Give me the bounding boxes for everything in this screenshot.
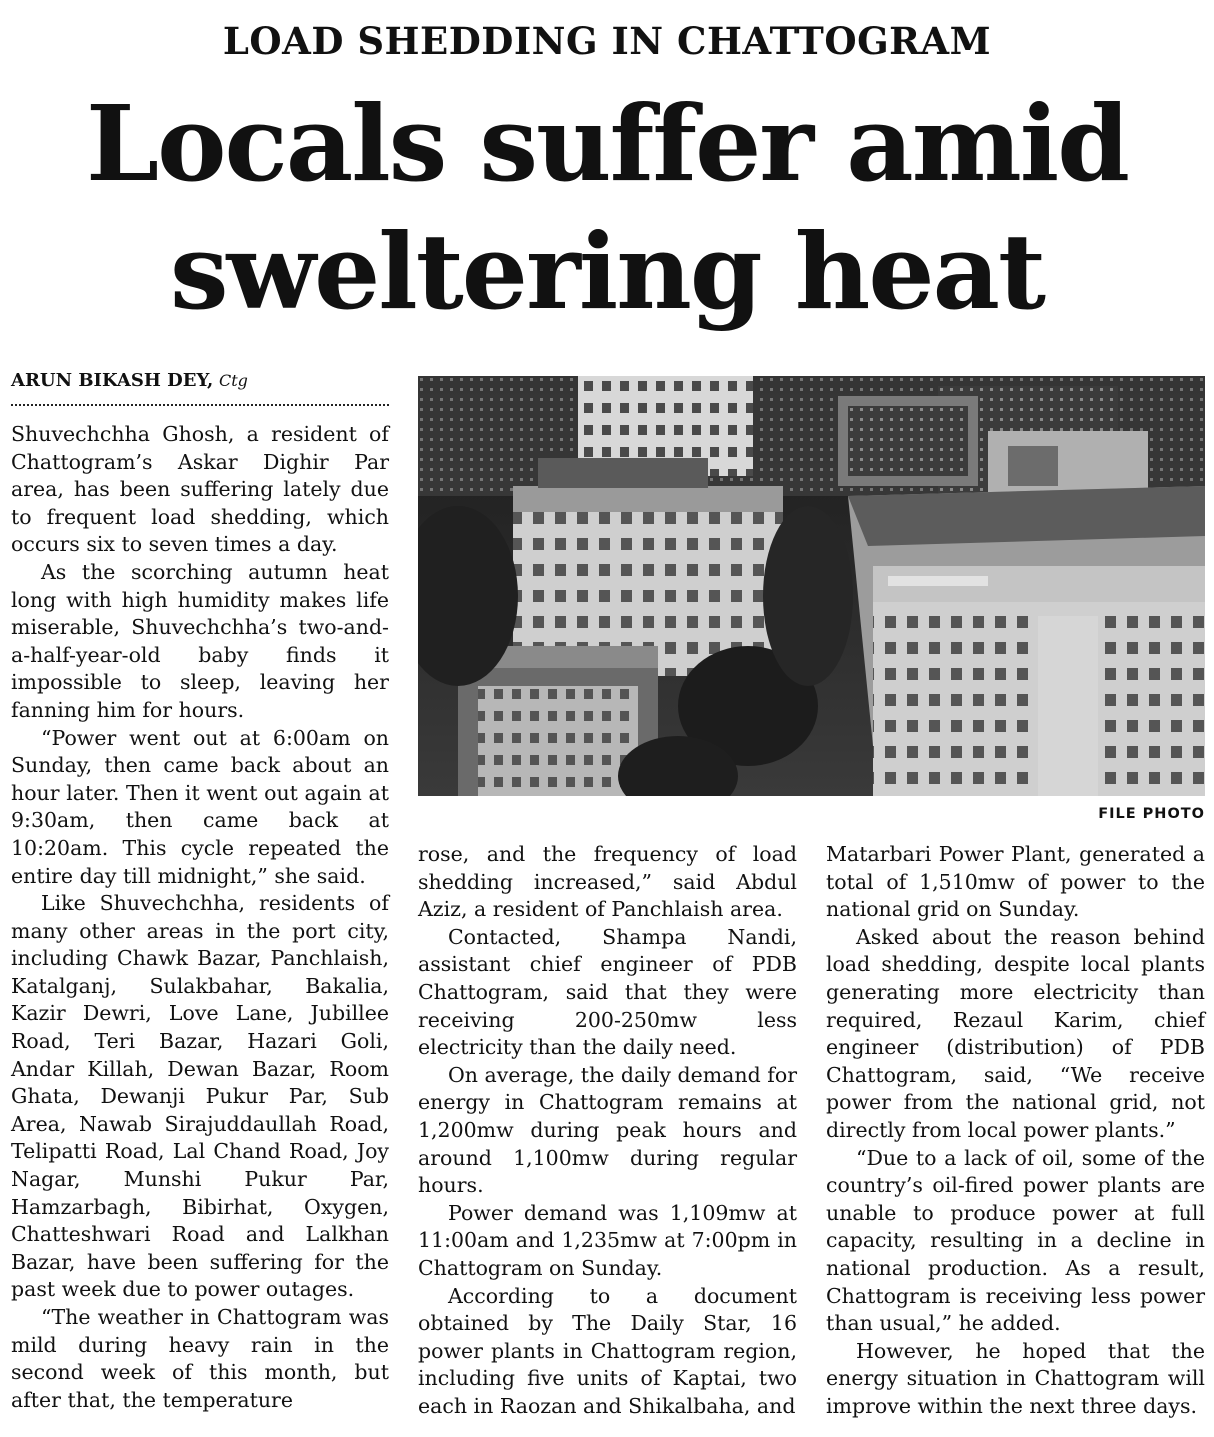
paragraph: Contacted, Shampa Nandi, assistant chief engineer of PDB Chattogram, said that they were receiving 200-250mw less electricity than the daily need. <box>418 924 797 1060</box>
paragraph: As the scorching autumn heat long with high humidity makes life miserable, Shuvechchha’s two-and-a-half-year-old baby finds it impossible to sleep, leaving her fanning him for hours. <box>11 559 389 722</box>
byline-divider <box>11 404 389 406</box>
article-column-3 <box>826 841 1205 1420</box>
article-column-1 <box>11 421 389 1414</box>
headline <box>0 80 1214 336</box>
kicker: LOAD SHEDDING IN CHATTOGRAM <box>222 19 992 63</box>
paragraph: Shuvechchha Ghosh, a resident of Chattogram’s Askar Dighir Par area, has been suffering lately due to frequent load shedding, which occurs six to seven times a day. <box>11 422 389 557</box>
news-photo <box>418 376 1205 796</box>
photo-caption: FILE PHOTO <box>1098 806 1205 822</box>
paragraph: Like Shuvechchha, residents of many other areas in the port city, including Chawk Bazar, Panchlaish, Katalganj, Sulakbahar, Bakalia, Kazir Dewri, Love Lane, Jubillee Road, Teri Bazar, Hazari Goli, Andar Killah, Dewan Bazar, Room Ghata, Dewanji Pukur Par, Sub Area, Nawab Sirajuddaullah Road, Telipatti Road, Lal Chand Road, Joy Nagar, Munshi Pukur Par, Hamzarbagh, Bibirhat, Oxygen, Chatteshwari Road and Lalkhan Bazar, have been suffering for the past week due to power outages. <box>11 891 389 1302</box>
paragraph: “Due to a lack of oil, some of the country’s oil-fired power plants are unable to produce power at full capacity, resulting in a decline in national production. As a result, Chattogram is receiving less power than usual,” he added. <box>826 1145 1205 1336</box>
byline <box>11 368 389 394</box>
city-buildings-photo <box>418 376 1205 796</box>
headline-line-2: sweltering heat <box>169 210 1044 333</box>
paragraph: rose, and the frequency of load shedding increased,” said Abdul Aziz, a resident of Panchlaish area. <box>418 842 797 922</box>
paragraph: Asked about the reason behind load shedding, despite local plants generating more electricity than required, Rezaul Karim, chief engineer (distribution) of PDB Chattogram, said, “We receive power from the national grid, not directly from local power plants.” <box>826 924 1205 1142</box>
paragraph: Power demand was 1,109mw at 11:00am and 1,235mw at 7:00pm in Chattogram on Sunday. <box>418 1200 797 1280</box>
paragraph: However, he hoped that the energy situation in Chattogram will improve within the next three days. <box>826 1338 1205 1418</box>
paragraph: “Power went out at 6:00am on Sunday, then came back about an hour later. Then it went out again at 9:30am, then came back at 10:20am. This cycle repeated the entire day till midnight,” she said. <box>11 725 389 888</box>
byline-location: Ctg <box>219 371 248 390</box>
headline-line-1: Locals suffer amid <box>86 82 1128 205</box>
byline-author: ARUN BIKASH DEY, <box>11 370 214 391</box>
paragraph: On average, the daily demand for energy in Chattogram remains at 1,200mw during peak hours and around 1,100mw during regular hours. <box>418 1062 797 1198</box>
paragraph: Matarbari Power Plant, generated a total of 1,510mw of power to the national grid on Sunday. <box>826 842 1205 922</box>
paragraph: “The weather in Chattogram was mild during heavy rain in the second week of this month, but after that, the temperature <box>11 1305 389 1412</box>
paragraph: According to a document obtained by The Daily Star, 16 power plants in Chattogram region, including five units of Kaptai, two each in Raozan and Shikalbaha, and <box>418 1283 797 1418</box>
article-column-2 <box>418 841 797 1420</box>
